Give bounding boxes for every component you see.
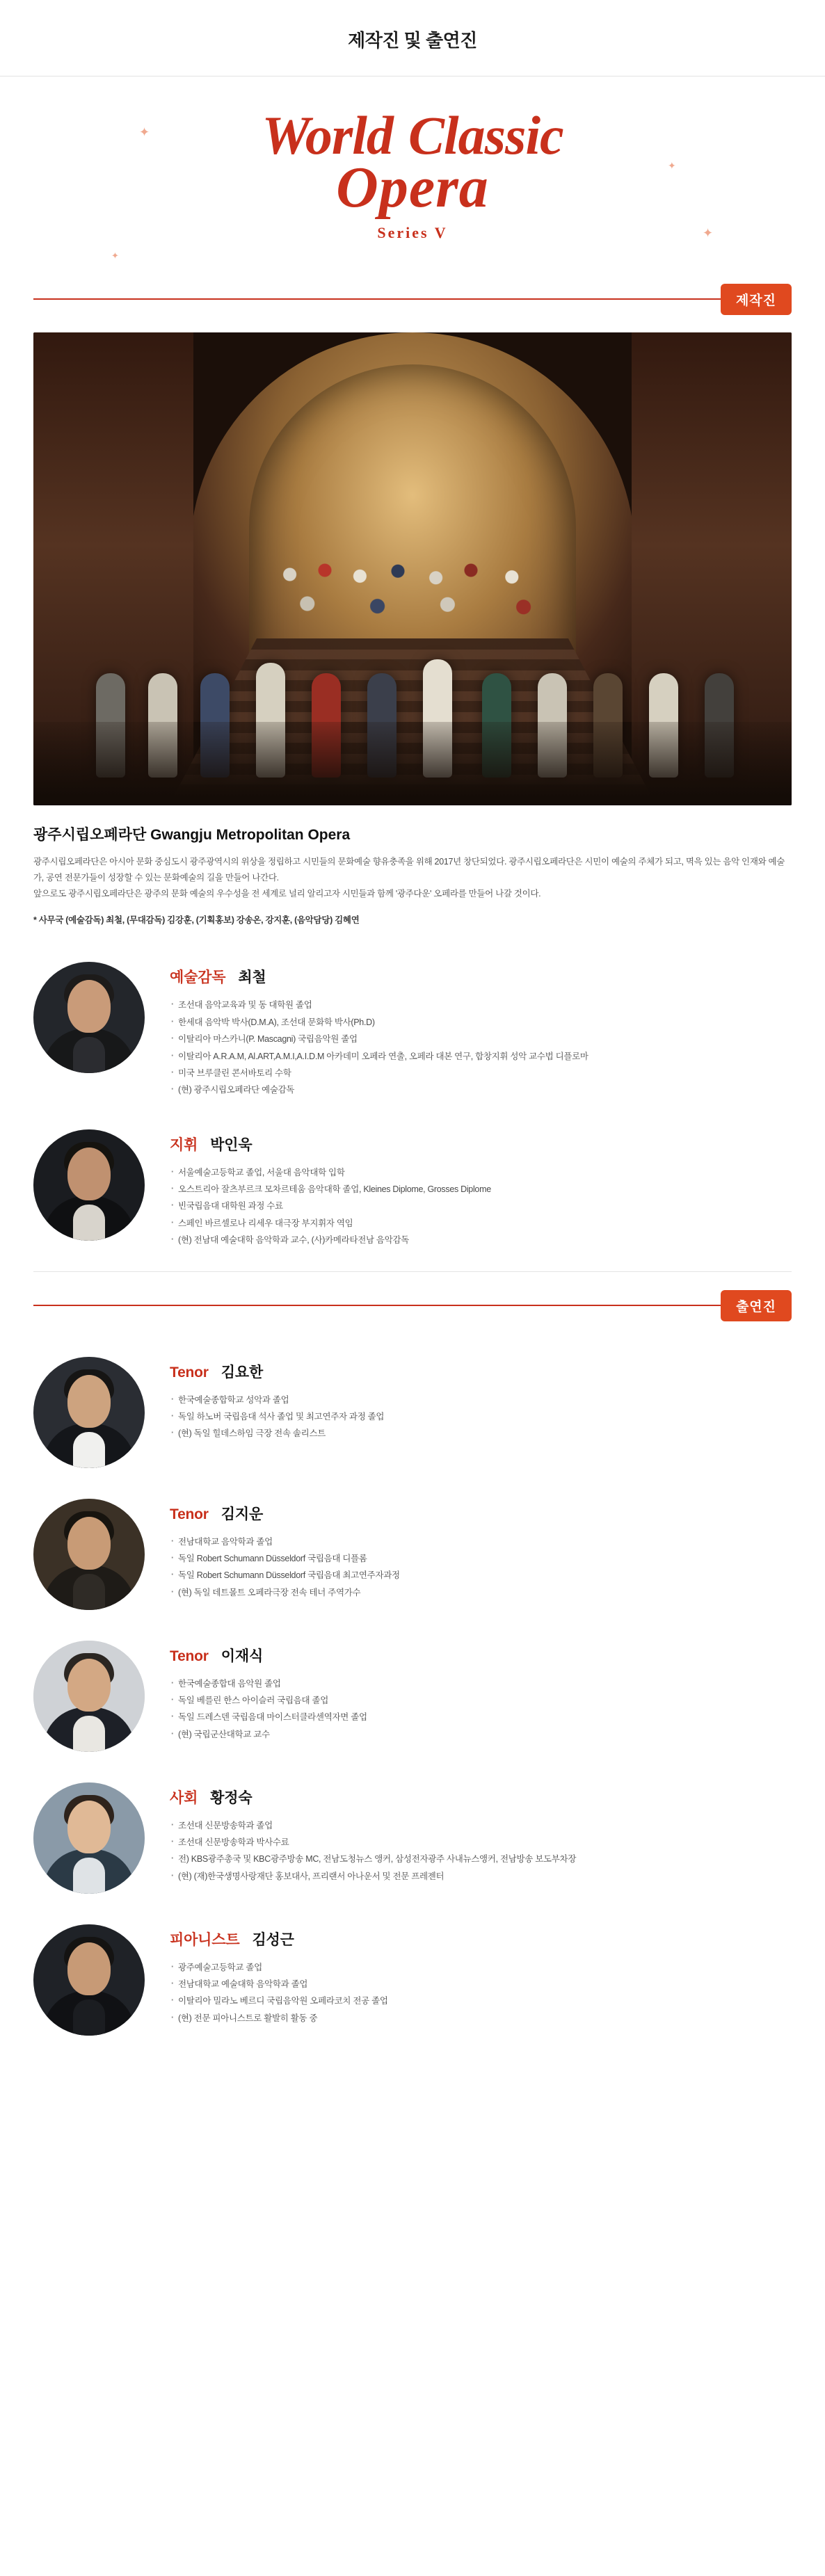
person-row <box>33 1344 792 1486</box>
credential-item: · (현) 광주시립오페라단 예술감독 <box>170 1081 792 1098</box>
cast-section-bar <box>0 1290 825 1321</box>
person-name: 최철 <box>238 969 266 986</box>
sparkle-icon: ✦ <box>703 226 714 240</box>
credential-item: · 이탈리아 마스카니(P. Mascagni) 국립음악원 졸업 <box>170 1031 792 1047</box>
avatar-face <box>67 980 111 1033</box>
person-role: 피아니스트 <box>170 1931 240 1948</box>
person-name: 이재식 <box>221 1648 264 1664</box>
person-row <box>33 1770 792 1912</box>
cast-people-list <box>0 1321 825 2054</box>
credential-item: · 독일 베를린 한스 아이슬러 국립음대 졸업 <box>170 1692 792 1709</box>
person-role: 사회 <box>170 1789 198 1806</box>
logo-series: Series V <box>377 224 448 241</box>
section-rule <box>33 298 792 300</box>
person-details <box>170 1782 792 1885</box>
avatar-face <box>67 1659 111 1712</box>
sparkle-icon: ✦ <box>139 125 150 139</box>
company-intro <box>0 805 825 926</box>
person-credentials <box>170 1817 792 1885</box>
credential-item: · 전남대학교 음악학과 졸업 <box>170 1533 792 1550</box>
credential-item: · 서울예술고등학교 졸업, 서울대 음악대학 입학 <box>170 1164 792 1181</box>
person-heading <box>170 1134 792 1154</box>
person-details <box>170 1357 792 1442</box>
logo-word-world: World <box>262 105 393 166</box>
hero-logo <box>0 77 825 266</box>
credential-item: · 광주예술고등학교 졸업 <box>170 1959 792 1976</box>
credential-item: · 조선대 신문방송학과 졸업 <box>170 1817 792 1834</box>
credential-item: · 이탈리아 밀라노 베르디 국립음악원 오페라코치 전공 졸업 <box>170 1993 792 2009</box>
production-cast-divider <box>33 1271 792 1272</box>
logo-word-classic: Classic <box>408 105 563 166</box>
person-role: Tenor <box>170 1364 209 1380</box>
person-credentials <box>170 1959 792 2027</box>
page-title: 제작진 및 출연진 <box>348 30 477 51</box>
person-row <box>33 1117 792 1267</box>
person-name: 김지운 <box>221 1506 264 1522</box>
person-role: 예술감독 <box>170 969 226 986</box>
credential-item: · 한국예술종합대 음악원 졸업 <box>170 1675 792 1692</box>
person-name: 박인욱 <box>210 1136 253 1153</box>
avatar-shirt <box>73 1574 105 1610</box>
person-heading <box>170 1361 792 1382</box>
person-row <box>33 949 792 1116</box>
avatar-shirt <box>73 1205 105 1241</box>
credential-item: · 전) KBS광주총국 및 KBC광주방송 MC, 전남도청뉴스 앵커, 삼성전자광주 사내뉴스앵커, 전남방송 보도부차장 <box>170 1851 792 1867</box>
section-rule <box>33 1305 792 1306</box>
credential-item: · (현) (재)한국생명사랑재단 홍보대사, 프리랜서 아나운서 및 전문 프레젠터 <box>170 1868 792 1885</box>
person-details <box>170 1129 792 1249</box>
person-row <box>33 1486 792 1628</box>
avatar-shirt <box>73 1999 105 2036</box>
stage-photo-wrap <box>0 314 825 805</box>
bottom-spacer <box>0 2054 825 2086</box>
avatar <box>33 1357 145 1468</box>
credential-item: · 조선대 신문방송학과 박사수료 <box>170 1834 792 1851</box>
cast-tab-label: 출연진 <box>721 1290 792 1321</box>
avatar-shirt <box>73 1432 105 1468</box>
person-credentials <box>170 1675 792 1744</box>
stage-photo <box>33 332 792 805</box>
avatar-face <box>67 1375 111 1428</box>
person-details <box>170 1924 792 2027</box>
avatar-shirt <box>73 1037 105 1073</box>
avatar <box>33 962 145 1073</box>
credential-item: · 독일 Robert Schumann Düsseldorf 국립음대 최고연주자과정 <box>170 1567 792 1584</box>
person-role: Tenor <box>170 1648 209 1664</box>
credential-item: · 스페인 바르셀로나 리세우 대극장 부지휘자 역임 <box>170 1215 792 1232</box>
avatar-face <box>67 1942 111 1995</box>
avatar-shirt <box>73 1858 105 1894</box>
person-credentials <box>170 1164 792 1249</box>
person-role: Tenor <box>170 1506 209 1522</box>
credential-item: · (현) 독일 데트몰트 오페라극장 전속 테너 주역가수 <box>170 1584 792 1601</box>
credential-item: · 오스트리아 잘츠부르크 모차르테움 음악대학 졸업, Kleines Diplome, Grosses Diplome <box>170 1181 792 1198</box>
avatar <box>33 1499 145 1610</box>
credential-item: · 독일 하노버 국립음대 석사 졸업 및 최고연주자 과정 졸업 <box>170 1408 792 1425</box>
person-row <box>33 1628 792 1770</box>
avatar-face <box>67 1801 111 1853</box>
person-credentials <box>170 997 792 1098</box>
credential-item: · 전남대학교 예술대학 음악학과 졸업 <box>170 1976 792 1993</box>
person-details <box>170 1641 792 1744</box>
person-credentials <box>170 1392 792 1442</box>
stage-floor <box>33 722 792 805</box>
avatar-face <box>67 1148 111 1200</box>
avatar <box>33 1782 145 1894</box>
avatar <box>33 1641 145 1752</box>
credential-item: · 독일 Robert Schumann Düsseldorf 국립음대 디플롬 <box>170 1550 792 1567</box>
company-paragraph-2: 앞으로도 광주시립오페라단은 광주의 문화 예술의 우수성을 전 세계로 널리 알리고자 시민들과 함께 '광주다운' 오페라를 만들어 나갈 것이다. <box>33 889 541 899</box>
person-name: 김요한 <box>221 1364 264 1380</box>
avatar <box>33 1129 145 1241</box>
person-details <box>170 1499 792 1602</box>
company-name: 광주시립오페라단 Gwangju Metropolitan Opera <box>33 827 351 843</box>
person-heading <box>170 1503 792 1524</box>
sparkle-icon: ✦ <box>668 160 676 171</box>
person-role: 지휘 <box>170 1136 198 1153</box>
production-tab-label: 제작진 <box>721 284 792 315</box>
avatar-face <box>67 1517 111 1570</box>
credential-item: · (현) 전문 피아니스트로 활발히 활동 중 <box>170 2010 792 2027</box>
sparkle-icon: ✦ <box>111 250 119 261</box>
credential-item: · 미국 브루클린 콘서바토리 수학 <box>170 1065 792 1081</box>
person-heading <box>170 1787 792 1808</box>
credential-item: · 한국예술종합학교 성악과 졸업 <box>170 1392 792 1408</box>
person-row <box>33 1912 792 2054</box>
stage-chorus <box>266 541 559 625</box>
credential-item: · 조선대 음악교육과 및 동 대학원 졸업 <box>170 997 792 1013</box>
credential-item: · 독일 드레스덴 국립음대 마이스터클라센역자면 졸업 <box>170 1709 792 1725</box>
production-people-list <box>0 926 825 1266</box>
person-heading <box>170 966 792 987</box>
credential-item: · (현) 국립군산대학교 교수 <box>170 1726 792 1743</box>
person-name: 황정숙 <box>210 1789 253 1806</box>
person-name: 김성근 <box>252 1931 294 1948</box>
credential-item: · 빈국립음대 대학원 과정 수료 <box>170 1198 792 1214</box>
credential-item: · (현) 전남대 예술대학 음악학과 교수, (사)카메라타전남 음악감독 <box>170 1232 792 1248</box>
person-details <box>170 962 792 1098</box>
credential-item: · 한세대 음악박 박사(D.M.A), 조선대 문화학 박사(Ph.D) <box>170 1014 792 1031</box>
avatar-shirt <box>73 1716 105 1752</box>
credential-item: · (현) 독일 힐데스하임 극장 전속 솔리스트 <box>170 1425 792 1442</box>
production-section-bar <box>0 284 825 314</box>
logo-word-opera: Opera <box>336 155 489 220</box>
credential-item: · 이탈리아 A.R.A.M, Al.ART,A.M.I,A.I.D.M 아카데미 오페라 연출, 오페라 대본 연구, 합창지휘 성악 교수법 디플로마 <box>170 1048 792 1065</box>
person-heading <box>170 1645 792 1666</box>
company-paragraph-1: 광주시립오페라단은 아시아 문화 중심도시 광주광역시의 위상을 정립하고 시민들의 문화예술 향유충족을 위해 2017년 창단되었다. 광주시립오페라단은 시민이 예술의 주체가 되고, 멱윽 있는 음악 인재와 예술가, 공연 전문가들이 성장할 수 있는 문화예술의 길을 만들어 나간다. <box>33 857 785 883</box>
company-staff-line: * 사무국 (예술감독) 최철, (무대감독) 김강훈, (기획홍보) 강송온, 강지훈, (음악담당) 김혜연 <box>33 915 360 926</box>
avatar <box>33 1924 145 2036</box>
person-credentials <box>170 1533 792 1602</box>
person-heading <box>170 1929 792 1949</box>
